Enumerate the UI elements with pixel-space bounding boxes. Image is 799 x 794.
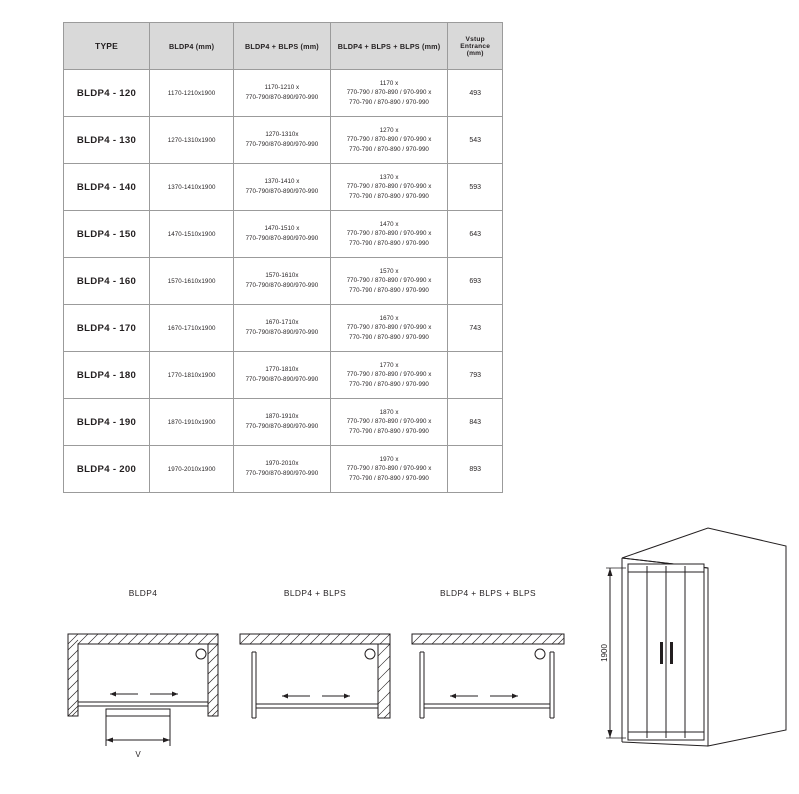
cell-line: 1470 x [379, 220, 399, 228]
diagram-bldp4-blps-drawing [230, 606, 400, 766]
cell-bldp4: 1870-1910x1900 [150, 399, 234, 446]
column-header-bldp4-blps: BLDP4 + BLPS (mm) [234, 23, 331, 70]
cell-bldp4-blps-blps [330, 211, 448, 258]
cell-bldp4-blps [234, 258, 331, 305]
table-row [64, 164, 503, 211]
cell-bldp4-blps-blps [330, 117, 448, 164]
cell-line: 770-790/870-890/970-990 [245, 329, 319, 336]
entrance-header-line-1: Vstup [465, 35, 485, 43]
cell-bldp4-blps [234, 164, 331, 211]
table-row [64, 117, 503, 164]
cell-type: BLDP4 - 140 [64, 164, 150, 211]
cell-line: 1970 x [379, 455, 399, 463]
cell-entrance: 843 [448, 399, 503, 446]
entrance-header-line-2: Entrance [460, 42, 491, 50]
entrance-header-line-3: (mm) [466, 49, 484, 57]
table-row [64, 211, 503, 258]
cell-line: 770-790 / 870-890 / 970-990 [349, 380, 429, 388]
cell-bldp4-blps-blps [330, 352, 448, 399]
cell-type: BLDP4 - 160 [64, 258, 150, 305]
cell-line: 1670 x [379, 314, 399, 322]
cell-type: BLDP4 - 150 [64, 211, 150, 258]
cell-bldp4-blps-blps [330, 258, 448, 305]
cell-line: 1270 x [379, 126, 399, 134]
cell-line: 770-790 / 870-890 / 970-990 x [346, 371, 432, 379]
cell-line: 770-790 / 870-890 / 970-990 x [346, 230, 432, 238]
cell-line: 770-790/870-890/970-990 [245, 94, 319, 101]
cell-type: BLDP4 - 200 [64, 446, 150, 493]
diagram-bldp4-blps [230, 588, 400, 768]
cell-line: 770-790 / 870-890 / 970-990 [349, 333, 429, 341]
cell-bldp4-blps-blps [330, 399, 448, 446]
cell-bldp4: 1470-1510x1900 [150, 211, 234, 258]
cell-line: 1770-1810x [265, 366, 299, 374]
diagram-bldp4 [58, 588, 228, 768]
cell-line: 770-790 / 870-890 / 970-990 [349, 98, 429, 106]
cell-line: 1170 x [379, 79, 399, 87]
cell-bldp4-blps-blps [330, 70, 448, 117]
cell-bldp4: 1770-1810x1900 [150, 352, 234, 399]
cell-line: 770-790 / 870-890 / 970-990 [349, 192, 429, 200]
cell-line: 1670-1710x [265, 319, 299, 327]
cell-entrance: 593 [448, 164, 503, 211]
cell-bldp4-blps [234, 211, 331, 258]
cell-line: 770-790/870-890/970-990 [245, 235, 319, 242]
cell-bldp4-blps [234, 305, 331, 352]
table-header [64, 23, 503, 70]
cell-line: 1570 x [379, 267, 399, 275]
cell-line: 770-790 / 870-890 / 970-990 [349, 474, 429, 482]
cell-bldp4-blps-blps [330, 305, 448, 352]
diagram-bldp4-blps-title: BLDP4 + BLPS [283, 588, 347, 598]
cell-type: BLDP4 - 180 [64, 352, 150, 399]
cell-bldp4: 1370-1410x1900 [150, 164, 234, 211]
diagram-bldp4-blps-blps-drawing [398, 606, 578, 766]
cell-entrance: 543 [448, 117, 503, 164]
cell-line: 1470-1510 x [264, 225, 300, 233]
cell-bldp4: 1570-1610x1900 [150, 258, 234, 305]
cell-line: 770-790 / 870-890 / 970-990 [349, 145, 429, 153]
diagram-bldp4-blps-blps [398, 588, 578, 768]
cell-line: 1970-2010x [265, 460, 299, 468]
cell-bldp4-blps-blps [330, 446, 448, 493]
table-row [64, 305, 503, 352]
cell-bldp4-blps-blps [330, 164, 448, 211]
cell-bldp4: 1170-1210x1900 [150, 70, 234, 117]
cell-bldp4-blps [234, 399, 331, 446]
cell-line: 1770 x [379, 361, 399, 369]
cell-type: BLDP4 - 190 [64, 399, 150, 446]
diagram-bldp4-blps-blps-title: BLDP4 + BLPS + BLPS [439, 588, 537, 598]
cell-line: 770-790/870-890/970-990 [245, 470, 319, 477]
cell-line: 770-790 / 870-890 / 970-990 [349, 286, 429, 294]
diagram-elevation-3d [600, 520, 790, 770]
cell-line: 770-790 / 870-890 / 970-990 x [346, 324, 432, 332]
table-row [64, 70, 503, 117]
table-body [64, 70, 503, 493]
cell-bldp4-blps [234, 117, 331, 164]
cell-bldp4: 1270-1310x1900 [150, 117, 234, 164]
cell-entrance: 493 [448, 70, 503, 117]
table-row [64, 352, 503, 399]
cell-type: BLDP4 - 120 [64, 70, 150, 117]
cell-line: 770-790/870-890/970-990 [245, 188, 319, 195]
cell-type: BLDP4 - 170 [64, 305, 150, 352]
cell-line: 770-790 / 870-890 / 970-990 x [346, 183, 432, 191]
cell-line: 1870 x [379, 408, 399, 416]
cell-line: 1270-1310x [265, 131, 299, 139]
cell-line: 770-790/870-890/970-990 [245, 423, 319, 430]
cell-line: 770-790 / 870-890 / 970-990 x [346, 136, 432, 144]
cell-line: 770-790 / 870-890 / 970-990 [349, 427, 429, 435]
cell-type: BLDP4 - 130 [64, 117, 150, 164]
table-row [64, 258, 503, 305]
cell-entrance: 643 [448, 211, 503, 258]
cell-line: 770-790 / 870-890 / 970-990 x [346, 89, 432, 97]
cell-entrance: 793 [448, 352, 503, 399]
cell-entrance: 693 [448, 258, 503, 305]
dimension-label-v: V [135, 750, 141, 759]
diagram-bldp4-title: BLDP4 [128, 588, 158, 598]
cell-entrance: 893 [448, 446, 503, 493]
table-row [64, 399, 503, 446]
column-header-bldp4-blps-blps: BLDP4 + BLPS + BLPS (mm) [330, 23, 448, 70]
cell-line: 770-790/870-890/970-990 [245, 376, 319, 383]
elevation-height-label: 1900 [600, 644, 609, 662]
cell-line: 770-790/870-890/970-990 [245, 282, 319, 289]
cell-line: 1170-1210 x [264, 84, 300, 92]
cell-line: 770-790 / 870-890 / 970-990 [349, 239, 429, 247]
cell-line: 770-790/870-890/970-990 [245, 141, 319, 148]
diagram-bldp4-drawing [58, 606, 228, 766]
cell-line: 770-790 / 870-890 / 970-990 x [346, 465, 432, 473]
cell-bldp4-blps [234, 446, 331, 493]
cell-bldp4-blps [234, 352, 331, 399]
column-header-type: TYPE [64, 23, 150, 70]
table-header-row [64, 23, 503, 70]
cell-bldp4: 1670-1710x1900 [150, 305, 234, 352]
cell-line: 770-790 / 870-890 / 970-990 x [346, 277, 432, 285]
cell-line: 1570-1610x [265, 272, 299, 280]
column-header-entrance [448, 23, 503, 70]
cell-entrance: 743 [448, 305, 503, 352]
table-row [64, 446, 503, 493]
cell-line: 1370-1410 x [264, 178, 300, 186]
cell-line: 1870-1910x [265, 413, 299, 421]
specification-table [63, 22, 503, 493]
cell-line: 1370 x [379, 173, 399, 181]
cell-line: 770-790 / 870-890 / 970-990 x [346, 418, 432, 426]
cell-bldp4-blps [234, 70, 331, 117]
column-header-bldp4: BLDP4 (mm) [150, 23, 234, 70]
cell-bldp4: 1970-2010x1900 [150, 446, 234, 493]
